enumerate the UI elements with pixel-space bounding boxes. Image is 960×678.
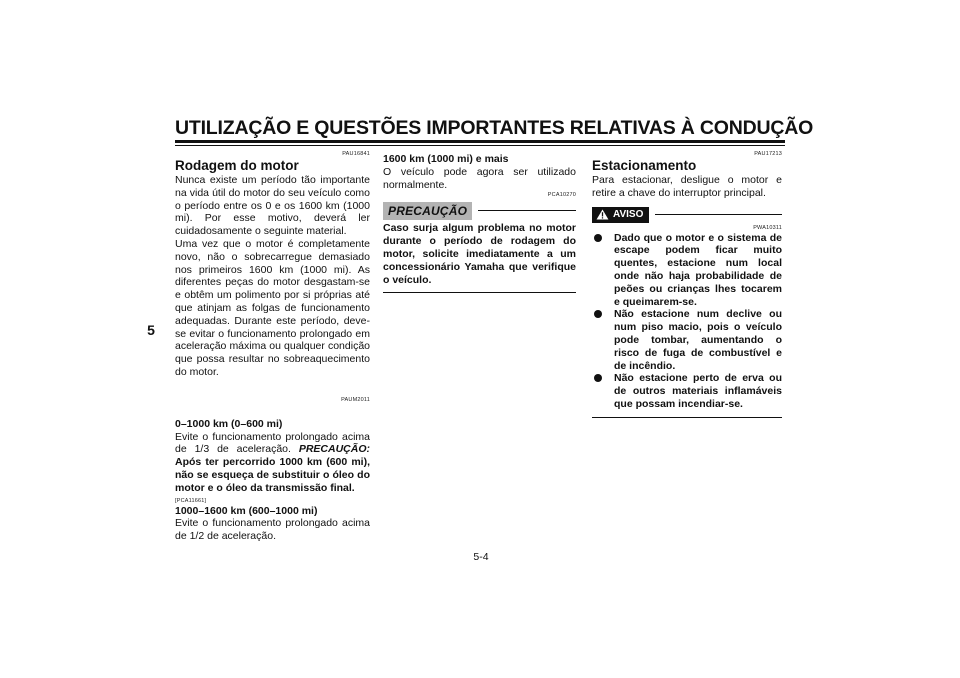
- column-right: [592, 150, 782, 418]
- bullet-dot-icon: [594, 310, 602, 318]
- bullet-dot-icon: [594, 234, 602, 242]
- column-left: [175, 150, 370, 543]
- page-number: 5-4: [473, 551, 489, 563]
- warning-rule: [655, 214, 782, 215]
- caution-inline-text: Após ter percorrido 1000 km (600 mi), não se esqueça de substituir o óleo do motor e o óleo da transmissão final.: [175, 456, 370, 494]
- list-item-text: Não estacione perto de erva ou de outros materiais inflamáveis que possam incendiar-se.: [614, 372, 782, 410]
- subheading-1600km-plus: 1600 km (1000 mi) e mais: [383, 153, 509, 165]
- paragraph: Para estacionar, desligue o motor e retire a chave do interruptor principal.: [592, 174, 782, 199]
- spacer: [175, 379, 370, 396]
- list-item-text: Não estacione num declive ou num piso macio, pois o veículo pode tombar, aumentando o risco de fuga de combustível e de incêndio.: [614, 308, 782, 372]
- caution-header: [383, 201, 576, 220]
- paragraph: Uma vez que o motor é completamente novo, não o sobrecarregue demasiado nos primeiros 1600 km (1000 mi). As diferentes peças do motor desgastam-se e obtêm um polimento por si próprias até que atinjam as folgas de funcionamento adequadas. Durante este período, deve-se evitar o funcionamento prolongado em aceleração máxima ou qualquer condição que possa resultar no sobreaquecimento do motor.: [175, 237, 370, 378]
- warning-header: [592, 206, 782, 224]
- warning-triangle-icon: [596, 209, 609, 220]
- caution-label: PRECAUÇÃO: [383, 202, 472, 220]
- subheading-1000-1600km: 1000–1600 km (600–1000 mi): [175, 504, 318, 517]
- paragraph: Nunca existe um período tão importante na vida útil do motor do seu veículo como o período entre os 0 e os 1600 km (1000 mi). Por esse motivo, deverá ler cuidadosamente o seguinte material.: [175, 174, 370, 238]
- warning-end-rule: [592, 417, 782, 418]
- section-heading-parking: Estacionamento: [592, 158, 697, 173]
- warning-label-box: [592, 207, 649, 223]
- warning-label: AVISO: [613, 208, 644, 220]
- column-middle: [383, 150, 576, 293]
- paragraph: Evite o funcionamento prolongado acima de 1/2 de aceleração.: [175, 517, 370, 543]
- ref-code: PAU17213: [754, 151, 782, 157]
- spacer: [175, 404, 370, 418]
- subheading-0-1000km: 0–1000 km (0–600 mi): [175, 417, 283, 430]
- warning-list: [592, 232, 782, 411]
- paragraph: [175, 431, 370, 495]
- paragraph: O veículo pode agora ser utilizado normalmente.: [383, 165, 576, 191]
- page-title: UTILIZAÇÃO E QUESTÕES IMPORTANTES RELATIVAS À CONDUÇÃO: [175, 117, 814, 139]
- section-heading-break-in: Rodagem do motor: [175, 158, 299, 173]
- ref-code: PAUM2011: [341, 396, 370, 403]
- ref-code: PCA10270: [547, 192, 576, 199]
- title-rule-thick: [175, 140, 785, 143]
- title-rule-thin: [175, 145, 785, 146]
- chapter-tab: 5: [147, 322, 155, 338]
- list-item: [592, 308, 782, 372]
- caution-text: Caso surja algum problema no motor durante o período de rodagem do motor, solicite imediatamente a um concessionário Yamaha que verifique o veículo.: [383, 222, 576, 286]
- list-item: [592, 372, 782, 410]
- caution-inline-label: PRECAUÇÃO:: [298, 443, 370, 456]
- ref-code: PAU16841: [342, 151, 370, 157]
- list-item-text: Dado que o motor e o sistema de escape podem ficar muito quentes, estacione num local onde não haja probabilidade de peões ou crianças lhes tocarem e queimarem-se.: [614, 231, 782, 308]
- text: Evite o funcionamento prolongado acima de 1/3 de aceleração.: [175, 430, 370, 456]
- bullet-dot-icon: [594, 374, 602, 382]
- ref-code: [PCA11661]: [175, 497, 207, 504]
- caution-rule: [478, 210, 576, 211]
- caution-end-rule: [383, 292, 576, 293]
- ref-code: PWA10311: [753, 224, 782, 231]
- list-item: [592, 232, 782, 309]
